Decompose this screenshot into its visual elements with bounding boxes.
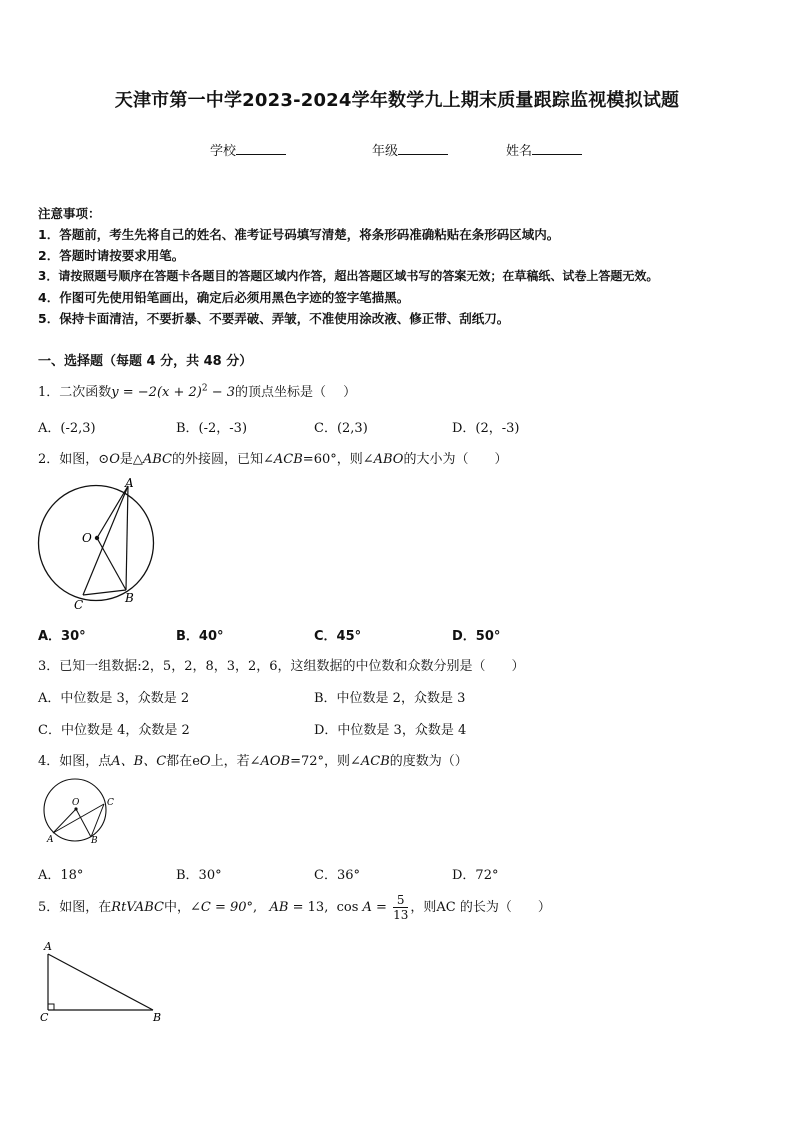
name-field[interactable] xyxy=(506,140,582,159)
q4-option-c[interactable]: C．36° xyxy=(314,868,360,883)
segment-oa xyxy=(97,486,128,538)
q4-mid3: =72°，则∠ xyxy=(290,754,361,769)
q5-figure xyxy=(36,936,166,1026)
q3-option-d[interactable]: D．中位数是 3，众数是 4 xyxy=(314,723,467,738)
q4-mid1: 都在 xyxy=(166,754,193,769)
q5-mid1: 中，∠ xyxy=(163,900,201,915)
q5-numerator: 5 xyxy=(393,893,408,908)
q1-formula-tail: − 3 xyxy=(207,385,236,400)
q4-aob: AOB xyxy=(260,754,291,769)
label-c: C xyxy=(74,598,84,612)
segment-ab xyxy=(126,486,128,590)
q4-label-c: C xyxy=(107,798,114,808)
q5-ab: AB xyxy=(269,900,289,915)
q5-abc: ABC xyxy=(134,900,164,915)
note-item: 3．请按照题号顺序在答题卡各题目的答题区域内作答，超出答题区域书写的答案无效；在草稿纸、试卷上答题无效。 xyxy=(38,269,659,283)
q4-label-o: O xyxy=(72,798,80,808)
q5-label-b: B xyxy=(153,1011,162,1024)
circle-symbol: ⊙ xyxy=(98,452,110,467)
q5-angle-c: C = 90° xyxy=(200,900,254,915)
q1-formula: y = −2(x + 2) xyxy=(111,385,202,400)
q2-mid3: =60°，则∠ xyxy=(302,452,374,467)
q4-label-a: A xyxy=(47,835,54,845)
q1-prefix: 1．二次函数 xyxy=(38,385,112,400)
q2-option-c[interactable]: C．45° xyxy=(314,629,362,644)
q2-suffix: 的大小为（ ） xyxy=(403,452,508,467)
note-item: 1．答题前，考生先将自己的姓名、准考证号码填写清楚，将条形码准确粘贴在条形码区域内。 xyxy=(38,227,560,242)
q2-acb: ACB xyxy=(273,452,303,467)
q4-circle-glyph: e xyxy=(192,754,200,769)
q2-option-d[interactable]: D．50° xyxy=(452,629,501,644)
q4-option-b[interactable]: B．30° xyxy=(176,868,222,883)
q5-a: A xyxy=(362,900,372,915)
grade-field[interactable] xyxy=(372,140,448,159)
q4-o: O xyxy=(199,754,211,769)
q2-mid2: 的外接圆，已知∠ xyxy=(172,452,274,467)
q1-option-a[interactable]: A．(-2,3) xyxy=(38,421,96,436)
q4-label-b: B xyxy=(91,836,98,846)
question-4 xyxy=(38,750,468,769)
q4-suffix: 的度数为（） xyxy=(389,754,468,769)
notes-heading: 注意事项： xyxy=(38,206,101,221)
q3-option-c[interactable]: C．中位数是 4，众数是 2 xyxy=(38,723,190,738)
q5-eq: = xyxy=(371,900,392,915)
q5-prefix: 5．如图，在 xyxy=(38,900,112,915)
school-blank[interactable] xyxy=(236,142,286,155)
question-5: 5．如图，在RtVABC中，∠C = 90°, AB = 13, cos A = $\frac{5}{13}$ ，则AC 的长为（ ） xyxy=(38,893,551,922)
q2-abc: ABC xyxy=(142,452,172,467)
q4-option-d[interactable]: D．72° xyxy=(452,868,499,883)
label-o: O xyxy=(82,531,92,545)
q4-prefix: 4．如图，点 xyxy=(38,754,112,769)
q5-label-c: C xyxy=(40,1011,49,1024)
q3-option-b[interactable]: B．中位数是 2，众数是 3 xyxy=(314,691,466,706)
label-a: A xyxy=(125,476,134,490)
question-3: 3．已知一组数据:2，5，2，8，3，2，6，这组数据的中位数和众数分别是（ ） xyxy=(38,659,525,674)
q1-suffix: 的顶点坐标是（ ） xyxy=(235,385,357,400)
q4-option-a[interactable]: A．18° xyxy=(38,868,84,883)
q2-abo: ABO xyxy=(373,452,404,467)
q2-mid1: 是△ xyxy=(119,452,143,467)
grade-label: 年级 xyxy=(372,144,399,159)
circumcircle xyxy=(39,486,154,601)
q2-prefix: 2．如图， xyxy=(38,452,99,467)
q2-option-b[interactable]: B．40° xyxy=(176,629,224,644)
question-1 xyxy=(38,381,356,400)
q1-option-c[interactable]: C．(2,3) xyxy=(314,421,368,436)
grade-blank[interactable] xyxy=(398,142,448,155)
q4-segment-ac xyxy=(53,804,104,833)
q5-side-ab xyxy=(48,954,153,1010)
note-item: 4．作图可先使用铅笔画出，确定后必须用黑色字迹的签字笔描黑。 xyxy=(38,290,410,305)
q4-segment-oa xyxy=(53,809,76,833)
q1-exponent: 2 xyxy=(201,383,208,394)
note-item: 5．保持卡面清洁，不要折暴、不要弄破、弄皱，不准使用涂改液、修正带、刮纸刀。 xyxy=(38,311,510,326)
q5-cos: cos xyxy=(336,900,359,915)
page-title: 天津市第一中学2023-2024学年数学九上期末质量跟踪监视模拟试题 xyxy=(114,90,680,111)
q2-option-a[interactable]: A．30° xyxy=(38,629,86,644)
label-b: B xyxy=(125,591,134,605)
note-item: 2．答题时请按要求用笔。 xyxy=(38,248,185,263)
name-blank[interactable] xyxy=(532,142,582,155)
section-heading: 一、选择题（每题 4 分，共 48 分） xyxy=(38,354,253,369)
q1-option-d[interactable]: D．(2，-3) xyxy=(452,421,520,436)
q4-figure xyxy=(36,776,124,848)
q5-ab-value: = 13, xyxy=(288,900,329,915)
q3-option-a[interactable]: A．中位数是 3，众数是 2 xyxy=(38,691,190,706)
question-2 xyxy=(38,448,507,467)
name-label: 姓名 xyxy=(506,144,533,159)
segment-cb xyxy=(83,590,126,595)
q5-triangle-glyph: V xyxy=(126,900,135,915)
q2-figure xyxy=(30,474,160,614)
segment-ob xyxy=(97,538,126,590)
q4-acb: ACB xyxy=(360,754,390,769)
q4-points: A、B、C xyxy=(111,754,167,769)
q5-fraction xyxy=(393,893,408,922)
q4-mid2: 上，若∠ xyxy=(210,754,261,769)
q5-rt: Rt xyxy=(111,900,127,915)
q5-denominator: 13 xyxy=(393,908,409,922)
q5-suffix: ，则AC 的长为（ ） xyxy=(410,900,551,915)
q2-o: O xyxy=(109,452,120,467)
center-point xyxy=(95,536,99,540)
school-field[interactable] xyxy=(210,140,286,159)
q5-label-a: A xyxy=(44,940,52,953)
school-label: 学校 xyxy=(210,144,237,159)
q1-option-b[interactable]: B．(-2，-3) xyxy=(176,421,248,436)
right-angle-mark xyxy=(48,1004,54,1010)
